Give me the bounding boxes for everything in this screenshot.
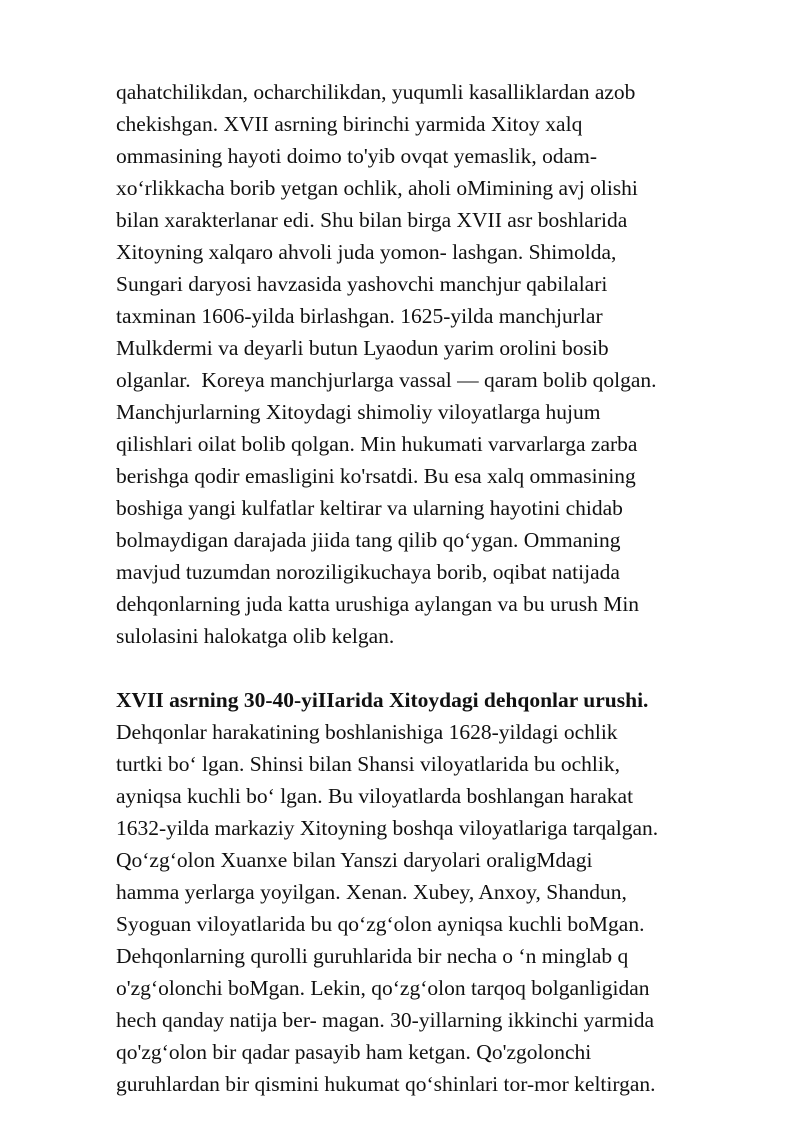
text-line: hech qanday natija ber- magan. 30-yillarning ikkinchi yarmida — [116, 1008, 655, 1032]
text-line: Mulkdermi va deyarli butun Lyaodun yarim orolini bosib — [116, 336, 609, 360]
text-line: sulolasini halokatga olib kelgan. — [116, 624, 395, 648]
text-line: turtki bo‘ lgan. Shinsi bilan Shansi viloyatlarida bu ochlik, — [116, 752, 621, 776]
text-line: Manchjurlarning Xitoydagi shimoliy viloyatlarga hujum — [116, 400, 601, 424]
text-line: Dehqonlarning qurolli guruhlarida bir necha o ‘n minglab q — [116, 944, 629, 968]
text-line: bilan xarakterlanar edi. Shu bilan birga XVII asr boshlarida — [116, 208, 628, 232]
text-line: berishga qodir emasligini ko'rsatdi. Bu esa xalq ommasining — [116, 464, 636, 488]
text-line: Syoguan viloyatlarida bu qo‘zg‘olon ayniqsa kuchli boMgan. — [116, 912, 645, 936]
text-line: boshiga yangi kulfatlar keltirar va ularning hayotini chidab — [116, 496, 623, 520]
section-heading: XVII asrning 30-40-yiIIarida Xitoydagi dehqonlar urushi. — [116, 688, 649, 712]
paragraph-1 — [116, 76, 756, 652]
text-line: qilishlari oilat bolib qolgan. Min hukumati varvarlarga zarba — [116, 432, 638, 456]
text-line: dehqonlarning juda katta urushiga aylangan va bu urush Min — [116, 592, 640, 616]
text-line: taxminan 1606-yilda birlashgan. 1625-yilda manchjurlar — [116, 304, 603, 328]
text-line: chekishgan. XVII asrning birinchi yarmida Xitoy xalq — [116, 112, 583, 136]
paragraph-gap — [116, 652, 756, 684]
text-line: qahatchilikdan, ocharchilikdan, yuqumli kasalliklardan azob — [116, 80, 636, 104]
text-line: hamma yerlarga yoyilgan. Xenan. Xubey, Anxoy, Shandun, — [116, 880, 627, 904]
text-line: olganlar. Koreya manchjurlarga vassal — qaram bolib qolgan. — [116, 368, 657, 392]
text-line: Dehqonlar harakatining boshlanishiga 1628-yildagi ochlik — [116, 720, 618, 744]
text-line: qo'zg‘olon bir qadar pasayib ham ketgan. Qo'zgolonchi — [116, 1040, 592, 1064]
text-line: ommasining hayoti doimo to'yib ovqat yemaslik, odam- — [116, 144, 597, 168]
text-line: o'zg‘olonchi boMgan. Lekin, qo‘zg‘olon tarqoq bolganligidan — [116, 976, 650, 1000]
text-line: mavjud tuzumdan noroziligikuchaya borib, oqibat natijada — [116, 560, 620, 584]
section-peasant-war — [116, 684, 756, 1100]
text-line: xo‘rlikkacha borib yetgan ochlik, aholi oMimining avj olishi — [116, 176, 638, 200]
text-line: ayniqsa kuchli bo‘ lgan. Bu viloyatlarda boshlangan harakat — [116, 784, 634, 808]
text-line: guruhlardan bir qismini hukumat qo‘shinlari tor-mor keltirgan. — [116, 1072, 656, 1096]
text-line: bolmaydigan darajada jiida tang qilib qo‘ygan. Ommaning — [116, 528, 621, 552]
text-line: Xitoyning xalqaro ahvoli juda yomon- lashgan. Shimolda, — [116, 240, 617, 264]
text-line: Sungari daryosi havzasida yashovchi manchjur qabilalari — [116, 272, 608, 296]
document-page — [116, 76, 756, 1100]
text-line: Qo‘zg‘olon Xuanxe bilan Yanszi daryolari oraligMdagi — [116, 848, 593, 872]
text-line: 1632-yilda markaziy Xitoyning boshqa viloyatlariga tarqalgan. — [116, 816, 659, 840]
